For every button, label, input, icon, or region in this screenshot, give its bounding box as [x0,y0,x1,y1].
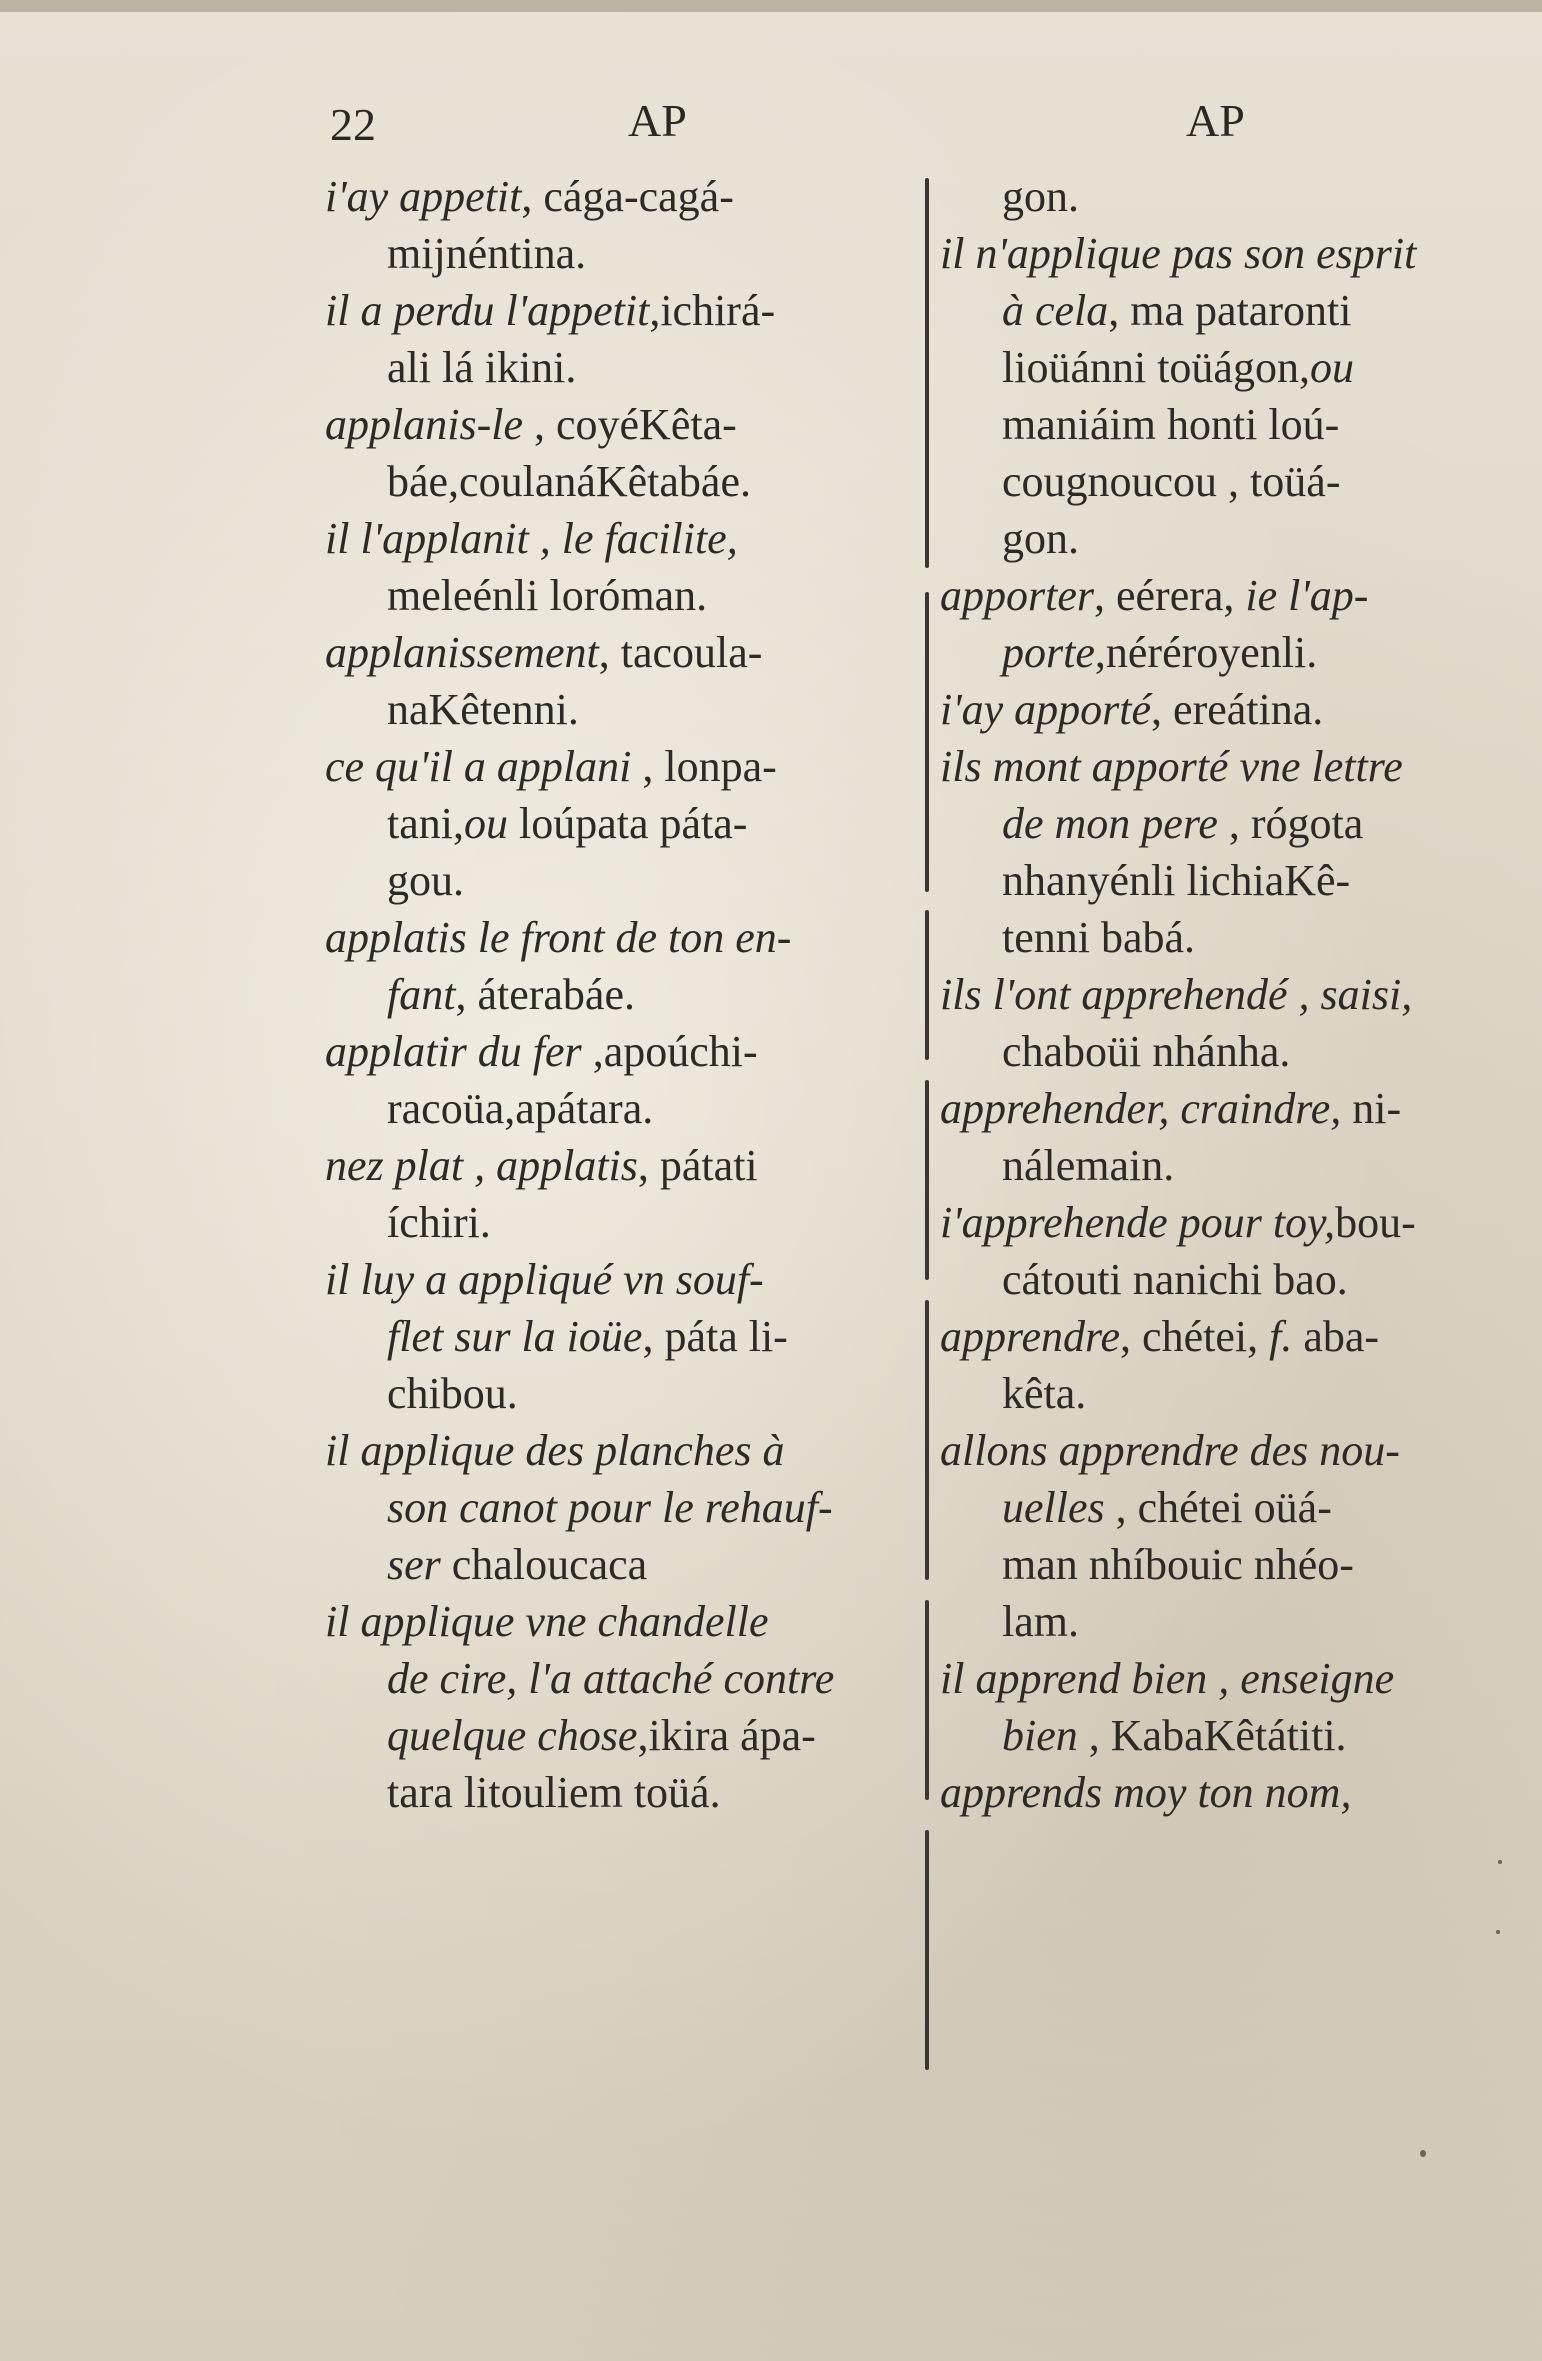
translation-text: , tacoula- [598,628,763,677]
dictionary-line [940,1308,1510,1365]
dictionary-line [325,1137,910,1194]
french-entry-text: allons apprendre des nou- [940,1426,1400,1475]
translation-text: bou- [1335,1198,1416,1247]
french-entry-text: apprendre [940,1312,1121,1361]
dictionary-line [325,1707,910,1764]
translation-text: íchiri. [387,1198,491,1247]
translation-text: ,néréroyenli. [1094,628,1318,677]
dictionary-line [325,282,910,339]
dictionary-line [325,1479,910,1536]
page-top-edge [0,0,1542,12]
translation-text: ,ikira ápa- [637,1711,816,1760]
translation-text: lam. [1002,1597,1079,1646]
column-divider [925,1600,929,1800]
translation-text: , pátati [637,1141,758,1190]
dictionary-line [325,795,910,852]
translation-text: racoüa,apátara. [387,1084,654,1133]
dictionary-line [325,453,910,510]
column-divider [925,910,929,1060]
french-entry-text: il a perdu l'appetit [325,286,650,335]
translation-text: tara litouliem toüá. [387,1768,721,1817]
dictionary-line [325,225,910,282]
dictionary-line [325,396,910,453]
dictionary-line [940,510,1510,567]
dictionary-line [325,681,910,738]
dictionary-line [325,738,910,795]
translation-text: nhanyénli lichiaKê- [1002,856,1351,905]
french-entry-text: applatis le front de ton en- [325,913,792,962]
translation-text: ni- [1341,1084,1402,1133]
dictionary-line [325,1308,910,1365]
dictionary-line [940,966,1510,1023]
translation-text: ,ichirá- [649,286,776,335]
translation-text: gon. [1002,172,1079,221]
french-entry-text: apporter [940,571,1094,620]
dictionary-line [940,1707,1510,1764]
translation-text: , ma pataronti [1108,286,1352,335]
translation-text: , páta li- [642,1312,788,1361]
french-entry-text: applanissement [325,628,599,677]
french-entry-text: apprehender, craindre, [940,1084,1342,1133]
french-entry-text: ou [463,799,508,848]
french-entry-text: i'ay apporté [940,685,1152,734]
french-entry-text: il n'applique pas son esprit [940,229,1417,278]
translation-text: ali lá ikini. [387,343,577,392]
dictionary-line [325,510,910,567]
dictionary-line [940,1422,1510,1479]
left-column-heading: AP [628,95,687,146]
dictionary-line [325,852,910,909]
french-entry-text: il applique vne chandelle [325,1597,769,1646]
translation-text: gon. [1002,514,1079,563]
french-entry-text: ie l'ap- [1245,571,1369,620]
translation-text: man nhíbouic nhéo- [1002,1540,1354,1589]
french-entry-text: il l'applanit , le facilite, [325,514,738,563]
dictionary-line [325,1764,910,1821]
dictionary-line [325,1365,910,1422]
right-dictionary-column [940,168,1510,1821]
translation-text: , eérera, [1094,571,1246,620]
right-column-heading: AP [1186,95,1245,146]
french-entry-text: applatir du fer [325,1027,582,1076]
dictionary-line [940,339,1510,396]
translation-text: , KabaKêtátiti. [1077,1711,1347,1760]
translation-text: , cága-cagá- [521,172,734,221]
dictionary-line [325,1080,910,1137]
translation-text: cougnoucou , toüá- [1002,457,1341,506]
dictionary-line [940,1080,1510,1137]
translation-text: maniáim honti loú- [1002,400,1340,449]
dictionary-line [940,681,1510,738]
translation-text: tenni babá. [1002,913,1196,962]
translation-text: , coyéKêta- [522,400,737,449]
translation-text: lioüánni toüágon, [1002,343,1310,392]
translation-text: chaboüi nhánha. [1002,1027,1291,1076]
translation-text: naKêtenni. [387,685,579,734]
dictionary-line [940,1479,1510,1536]
french-entry-text: apprends moy ton nom, [940,1768,1352,1817]
translation-text: , rógota [1217,799,1364,848]
dictionary-line [940,396,1510,453]
dictionary-line [325,1023,910,1080]
translation-text: , chétei oüá- [1104,1483,1332,1532]
dictionary-line [940,852,1510,909]
translation-text: loúpata páta- [507,799,748,848]
dictionary-line [940,1194,1510,1251]
french-entry-text: ce qu'il a applani [325,742,632,791]
column-divider [925,178,929,568]
dictionary-line [940,1764,1510,1821]
translation-text: gou. [387,856,464,905]
dictionary-line [940,624,1510,681]
column-divider [925,592,929,892]
french-entry-text: i'apprehende pour toy, [940,1198,1336,1247]
dictionary-line [325,1251,910,1308]
french-entry-text: applanis-le [325,400,523,449]
translation-text: , áterabáe. [455,970,635,1019]
dictionary-line [325,1194,910,1251]
dictionary-line [325,567,910,624]
dictionary-line [325,966,910,1023]
dictionary-line [940,795,1510,852]
french-entry-text: ils l'ont apprehendé , saisi, [940,970,1413,1019]
dictionary-line [940,225,1510,282]
dictionary-line [325,909,910,966]
dictionary-line [325,1650,910,1707]
translation-text: cátouti nanichi bao. [1002,1255,1348,1304]
french-entry-text: à cela [1002,286,1109,335]
french-entry-text: i'ay appetit [325,172,522,221]
ink-speck [1498,1860,1502,1864]
dictionary-line [940,1137,1510,1194]
dictionary-line [940,738,1510,795]
french-entry-text: ser [387,1540,441,1589]
page-number: 22 [330,99,376,150]
translation-text: chaloucaca [440,1540,648,1589]
translation-text: kêta. [1002,1369,1087,1418]
french-entry-text: flet sur la ioüe [387,1312,643,1361]
french-entry-text: uelles [1002,1483,1105,1532]
french-entry-text: il luy a appliqué vn souf- [325,1255,764,1304]
column-divider [925,1080,929,1280]
translation-text: , ereátina. [1151,685,1324,734]
column-divider [925,1300,929,1580]
french-entry-text: ils mont apporté vne lettre [940,742,1403,791]
translation-text: ,apoúchi- [581,1027,758,1076]
dictionary-line [325,168,910,225]
french-entry-text: fant [387,970,456,1019]
dictionary-line [940,1536,1510,1593]
french-entry-text: son canot pour le rehauf- [387,1483,833,1532]
translation-text: nálemain. [1002,1141,1175,1190]
column-divider [925,1830,929,2070]
french-entry-text: porte [1002,628,1095,677]
dictionary-line [940,453,1510,510]
ink-speck [1420,2150,1426,2157]
ink-speck [1496,1930,1500,1934]
translation-text: tani, [387,799,464,848]
french-entry-text: f. [1269,1312,1293,1361]
translation-text: chibou. [387,1369,518,1418]
dictionary-line [325,339,910,396]
translation-text: mijnéntina. [387,229,587,278]
french-entry-text: de mon pere [1002,799,1218,848]
french-entry-text: bien [1002,1711,1078,1760]
french-entry-text: il applique des planches à [325,1426,785,1475]
translation-text: báe,coulanáKêtabáe. [387,457,751,506]
dictionary-line [940,1593,1510,1650]
dictionary-line [325,1422,910,1479]
left-dictionary-column [325,168,910,1821]
french-entry-text: de cire, l'a attaché contre [387,1654,835,1703]
french-entry-text: ou [1309,343,1354,392]
dictionary-line [940,168,1510,225]
dictionary-line [940,282,1510,339]
translation-text: meleénli loróman. [387,571,708,620]
translation-text: aba- [1292,1312,1380,1361]
dictionary-line [940,1365,1510,1422]
dictionary-line [325,624,910,681]
dictionary-line [325,1593,910,1650]
french-entry-text: nez plat , applatis [325,1141,638,1190]
french-entry-text: quelque chose [387,1711,638,1760]
french-entry-text: il apprend bien , enseigne [940,1654,1395,1703]
translation-text: , chétei, [1120,1312,1270,1361]
dictionary-line [940,1023,1510,1080]
dictionary-line [325,1536,910,1593]
dictionary-line [940,1251,1510,1308]
dictionary-line [940,567,1510,624]
running-header [0,95,1542,158]
dictionary-line [940,909,1510,966]
dictionary-line [940,1650,1510,1707]
translation-text: , lonpa- [631,742,777,791]
